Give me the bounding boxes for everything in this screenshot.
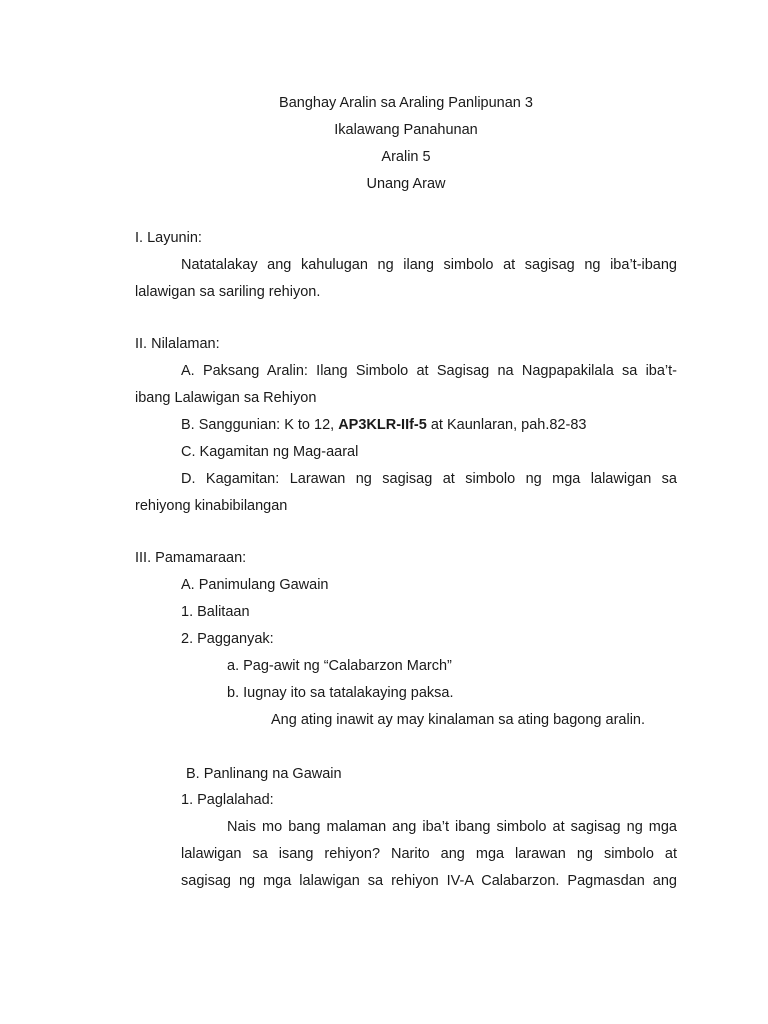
- reference-prefix: B. Sanggunian: K to 12,: [181, 417, 339, 433]
- section-objectives-heading: I. Layunin:: [135, 230, 202, 246]
- motivation-sub-b: b. Iugnay ito sa tatalakaying paksa.: [227, 685, 454, 701]
- materials-line2: rehiyong kinabibilangan: [135, 498, 288, 514]
- document-title: Banghay Aralin sa Araling Panlipunan 3: [279, 95, 533, 111]
- motivation-sub-a: a. Pag-awit ng “Calabarzon March”: [227, 658, 452, 674]
- news-sharing-item: 1. Balitaan: [181, 604, 250, 620]
- reference-line: [181, 416, 586, 434]
- developmental-activity: B. Panlinang na Gawain: [186, 766, 342, 782]
- objective-text-line2: lalawigan sa sariling rehiyon.: [135, 284, 321, 300]
- presentation-text-line3: sagisag ng mga lalawigan sa rehiyon IV-A Calabarzon. Pagmasdan ang: [181, 873, 677, 889]
- reference-code: AP3KLR-IIf-5: [338, 417, 427, 433]
- reference-suffix: at Kaunlaran, pah.82-83: [426, 417, 587, 433]
- presentation-item: 1. Paglalahad:: [181, 792, 274, 808]
- section-procedure-heading: III. Pamamaraan:: [135, 550, 247, 566]
- motivation-note: Ang ating inawit ay may kinalaman sa ating bagong aralin.: [271, 712, 646, 728]
- introductory-activity: A. Panimulang Gawain: [181, 577, 329, 593]
- section-content-heading: II. Nilalaman:: [135, 336, 220, 352]
- objective-text-line1: Natatalakay ang kahulugan ng ilang simbolo at sagisag ng iba’t-ibang: [181, 257, 677, 273]
- topic-line2: ibang Lalawigan sa Rehiyon: [135, 390, 317, 406]
- day-label: Unang Araw: [366, 176, 446, 192]
- lesson-label: Aralin 5: [381, 149, 431, 165]
- topic-line1: A. Paksang Aralin: Ilang Simbolo at Sagisag na Nagpapakilala sa iba’t-: [181, 363, 677, 379]
- materials-line1: D. Kagamitan: Larawan ng sagisag at simbolo ng mga lalawigan sa: [181, 471, 677, 487]
- student-materials-line: C. Kagamitan ng Mag-aaral: [181, 444, 359, 460]
- motivation-item: 2. Pagganyak:: [181, 631, 274, 647]
- presentation-text-line2: lalawigan sa isang rehiyon? Narito ang mga larawan ng simbolo at: [181, 846, 677, 862]
- presentation-text-line1: Nais mo bang malaman ang iba’t ibang simbolo at sagisag ng mga: [227, 819, 677, 835]
- quarter-label: Ikalawang Panahunan: [334, 122, 478, 138]
